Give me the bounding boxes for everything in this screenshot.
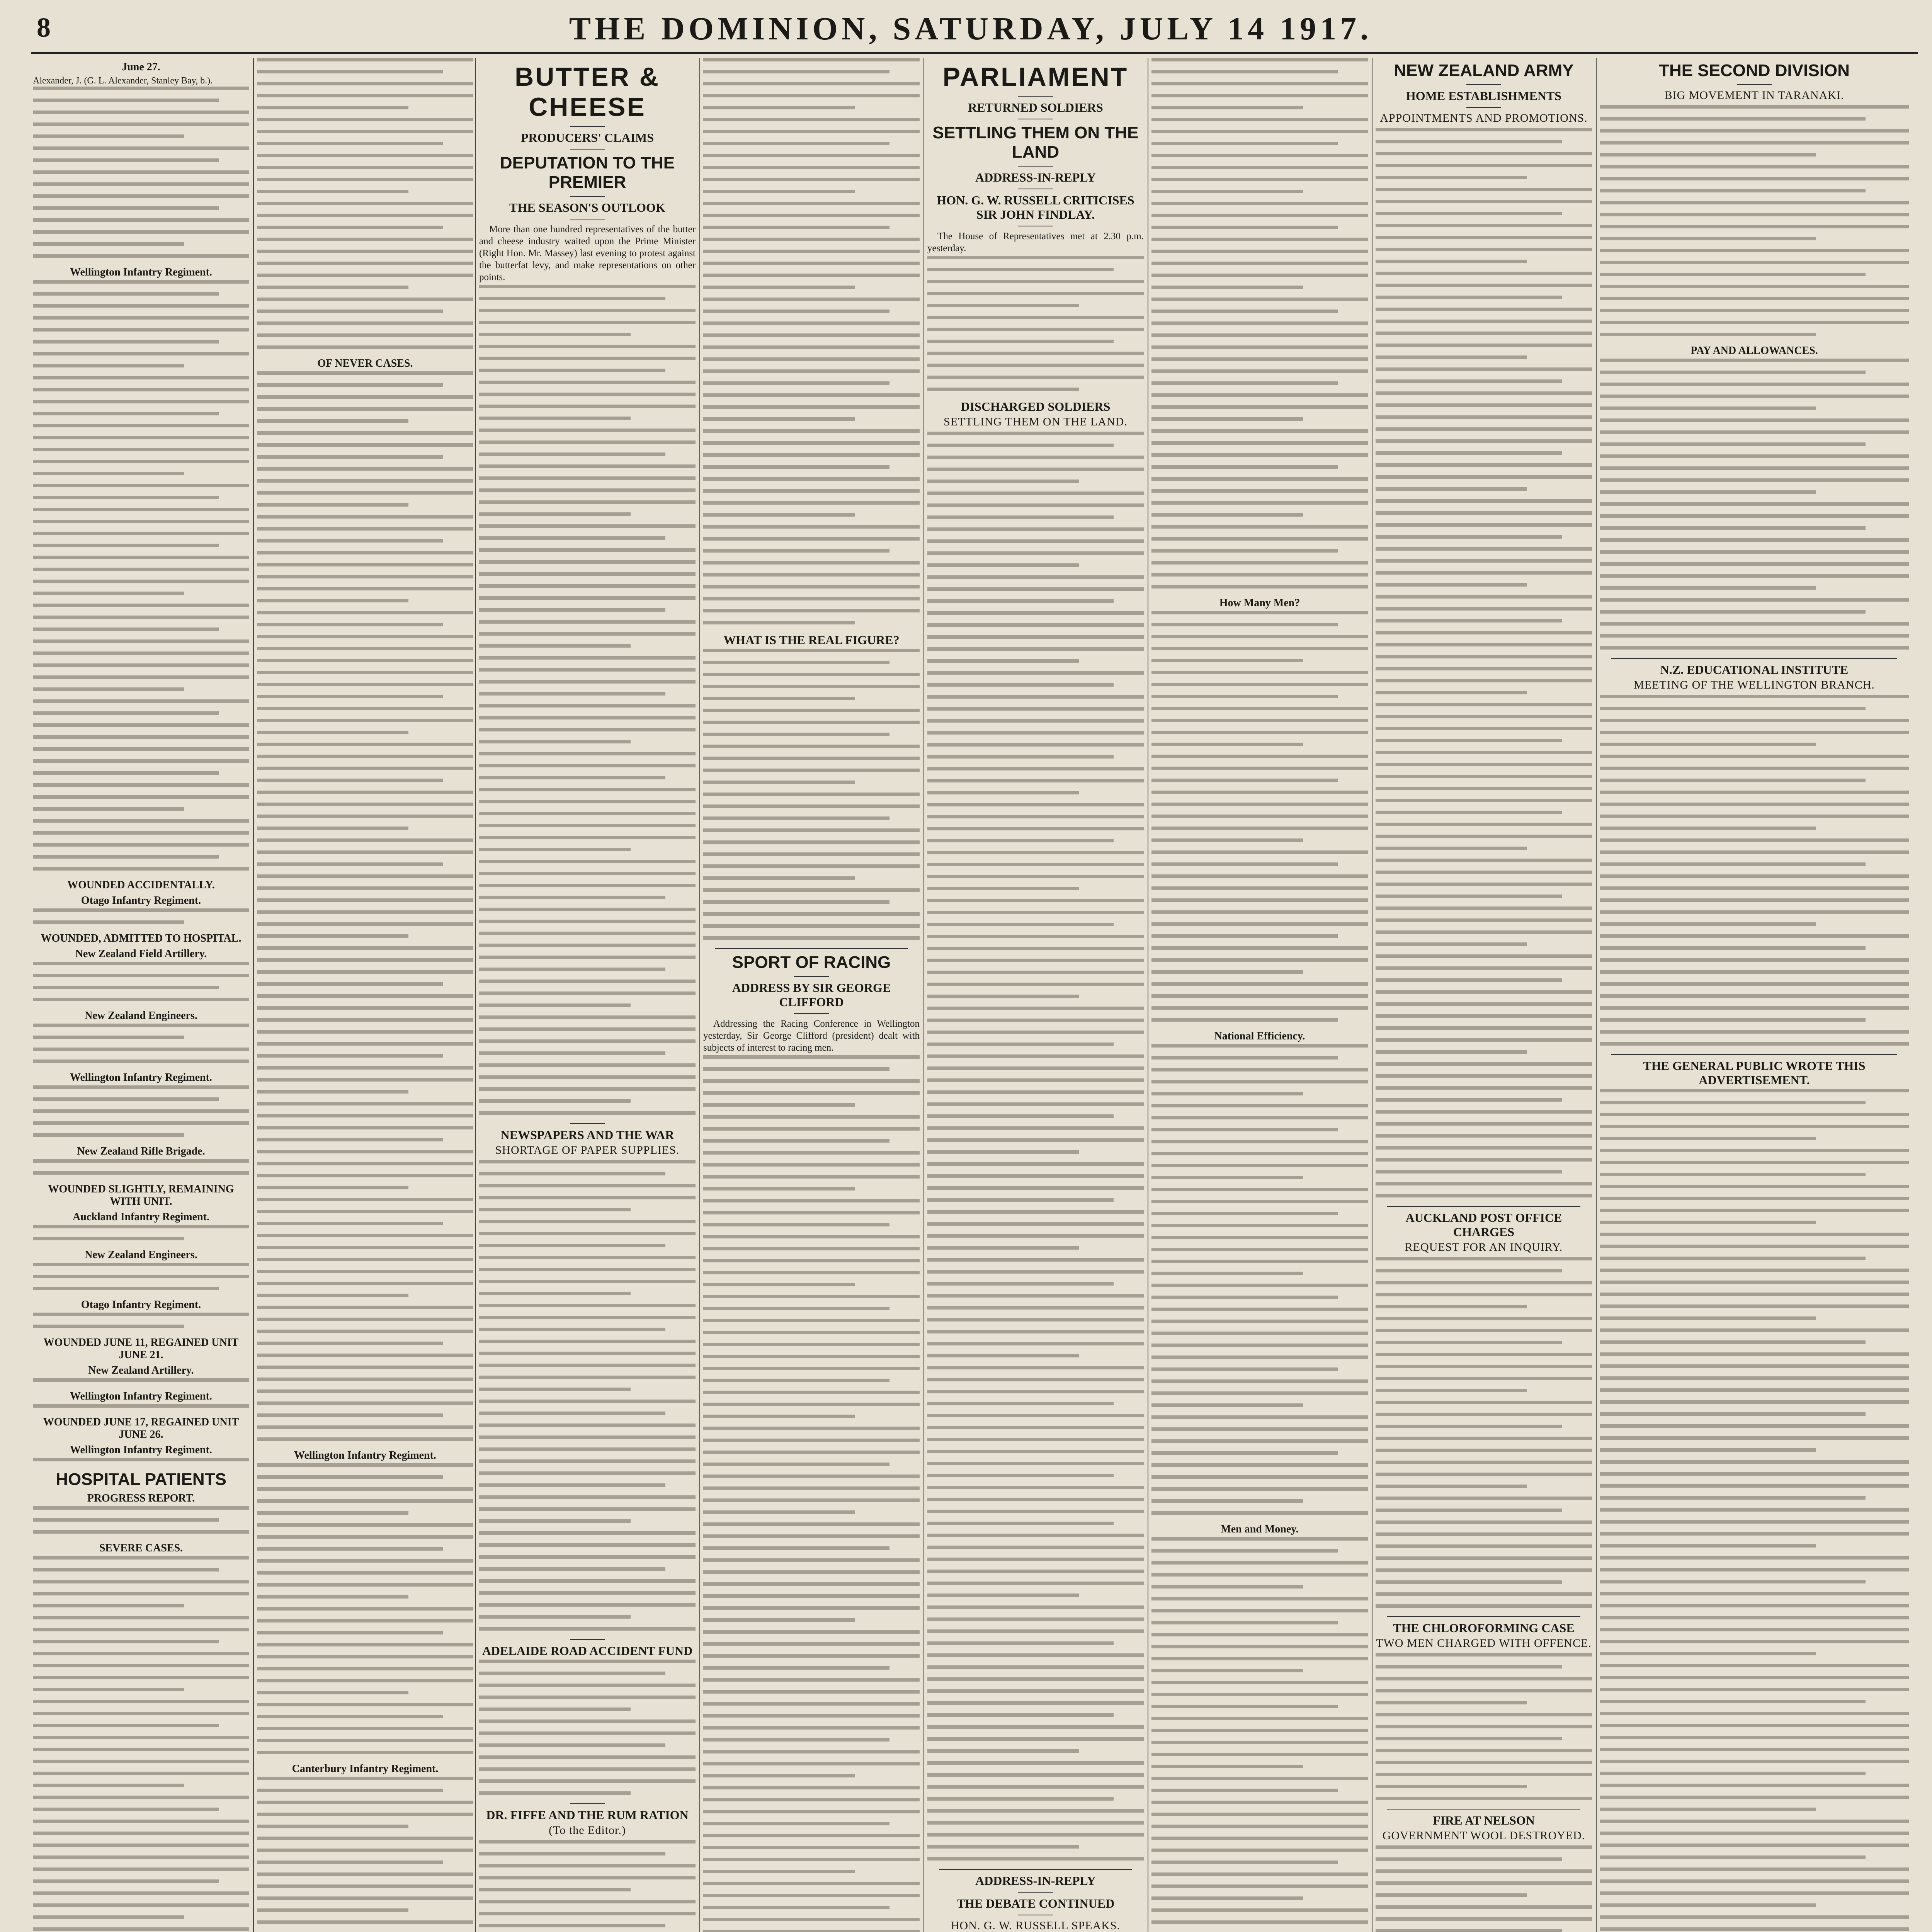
- section-label: New Zealand Engineers.: [85, 1249, 197, 1261]
- casualty-list: [33, 87, 249, 258]
- section-label: Wellington Infantry Regiment.: [70, 266, 212, 278]
- column-3: [479, 58, 696, 1932]
- adelaide-road-headline: ADELAIDE ROAD ACCIDENT FUND: [482, 1644, 693, 1658]
- russell-criticises: HON. G. W. RUSSELL CRITICISES SIR JOHN FINDLAY.: [937, 193, 1134, 221]
- russell-speaks: HON. G. W. RUSSELL SPEAKS.: [951, 1919, 1121, 1932]
- column-7: [1376, 58, 1592, 1932]
- article-lead: More than one hundred representatives of the butter and cheese industry waited upon the Prime Minister (Right Hon. Mr. Massey) last evening to protest against the butterfat levy, and make representations on other points.: [479, 224, 696, 282]
- real-figure-headline: WHAT IS THE REAL FIGURE?: [723, 633, 900, 647]
- section-label: New Zealand Engineers.: [85, 1010, 197, 1022]
- post-office-headline: AUCKLAND POST OFFICE CHARGES: [1405, 1211, 1562, 1239]
- date-line: June 27.: [122, 61, 160, 73]
- section-label: WOUNDED SLIGHTLY, REMAINING WITH UNIT.: [48, 1183, 234, 1208]
- section-label: Wellington Infantry Regiment.: [294, 1449, 436, 1461]
- parliament-lead: The House of Representatives met at 2.30 p.m. yesterday.: [927, 231, 1144, 253]
- section-label: WOUNDED ACCIDENTALLY.: [67, 879, 215, 891]
- section-label: Otago Infantry Regiment.: [81, 1299, 201, 1311]
- section-label: Wellington Infantry Regiment.: [70, 1444, 212, 1456]
- column-4: [703, 58, 920, 1932]
- paper-shortage: SHORTAGE OF PAPER SUPPLIES.: [495, 1144, 680, 1156]
- section-label: New Zealand Artillery.: [88, 1364, 194, 1376]
- settling-land-headline: SETTLING THEM ON THE LAND: [932, 123, 1139, 162]
- to-the-editor: (To the Editor.): [549, 1824, 626, 1837]
- severe-cases: SEVERE CASES.: [99, 1542, 183, 1554]
- section-label: New Zealand Field Artillery.: [75, 948, 207, 960]
- returned-soldiers: RETURNED SOLDIERS: [968, 100, 1103, 114]
- section-label: Wellington Infantry Regiment.: [70, 1071, 212, 1083]
- educational-institute-headline: N.Z. EDUCATIONAL INSTITUTE: [1660, 663, 1849, 677]
- pay-allowances: PAY AND ALLOWANCES.: [1690, 345, 1818, 357]
- butter-cheese-headline: BUTTER & CHEESE: [515, 62, 660, 122]
- section-label: WOUNDED JUNE 17, REGAINED UNIT JUNE 26.: [43, 1416, 239, 1440]
- chloroforming-headline: THE CHLOROFORMING CASE: [1393, 1621, 1575, 1635]
- appointments-promotions: APPOINTMENTS AND PROMOTIONS.: [1380, 112, 1588, 124]
- section-label: OF NEVER CASES.: [317, 357, 413, 369]
- page-title: THE DOMINION, SATURDAY, JULY 14 1917.: [569, 11, 1372, 47]
- second-division-headline: THE SECOND DIVISION: [1659, 61, 1850, 80]
- how-many-men: How Many Men?: [1219, 597, 1300, 609]
- column-8: [1600, 58, 1909, 1932]
- newspapers-war-headline: NEWSPAPERS AND THE WAR: [500, 1128, 674, 1142]
- column-rule: [1596, 58, 1597, 1932]
- section-label: Auckland Infantry Regiment.: [73, 1211, 209, 1223]
- national-efficiency: National Efficiency.: [1214, 1030, 1305, 1042]
- general-public-advert: THE GENERAL PUBLIC WROTE THIS ADVERTISEMENT.: [1643, 1059, 1866, 1087]
- masthead-rule: [31, 52, 1918, 54]
- two-men-charged: TWO MEN CHARGED WITH OFFENCE.: [1376, 1637, 1592, 1650]
- wellington-branch-meeting: MEETING OF THE WELLINGTON BRANCH.: [1634, 679, 1875, 691]
- section-label: Otago Infantry Regiment.: [81, 895, 201, 906]
- column-rule: [923, 58, 924, 1932]
- masthead: [0, 8, 1932, 54]
- column-6: [1151, 58, 1368, 1932]
- debate-continued: THE DEBATE CONTINUED: [956, 1896, 1115, 1910]
- parliament-headline: PARLIAMENT: [942, 62, 1129, 92]
- column-rule: [253, 58, 254, 1932]
- column-1: [33, 58, 249, 1932]
- column-5: [927, 58, 1144, 1932]
- casualty-entry: Alexander, J. (G. L. Alexander, Stanley Bay, b.).: [33, 76, 213, 86]
- fire-nelson-headline: FIRE AT NELSON: [1433, 1813, 1535, 1827]
- section-label: Canterbury Infantry Regiment.: [292, 1763, 439, 1775]
- section-label: Wellington Infantry Regiment.: [70, 1390, 212, 1402]
- progress-report: PROGRESS REPORT.: [87, 1492, 195, 1504]
- inquiry-request: REQUEST FOR AN INQUIRY.: [1405, 1241, 1563, 1253]
- season-outlook: THE SEASON'S OUTLOOK: [509, 201, 665, 214]
- deputation-headline: DEPUTATION TO THE PREMIER: [500, 153, 675, 192]
- address-in-reply-2: ADDRESS-IN-REPLY: [975, 1874, 1096, 1888]
- racing-lead: Addressing the Racing Conference in Wellington yesterday, Sir George Clifford (president) dealt with subjects of interest to racing men.: [703, 1019, 920, 1053]
- column-rule: [475, 58, 476, 1932]
- column-rule: [699, 58, 700, 1932]
- settling-land: SETTLING THEM ON THE LAND.: [944, 415, 1128, 428]
- hospital-patients-heading: HOSPITAL PATIENTS: [56, 1470, 226, 1489]
- sport-racing-headline: SPORT OF RACING: [732, 953, 891, 972]
- page-number: 8: [37, 12, 51, 43]
- wool-destroyed: GOVERNMENT WOOL DESTROYED.: [1382, 1829, 1585, 1842]
- clifford-address: ADDRESS BY SIR GEORGE CLIFFORD: [732, 981, 891, 1009]
- section-label: New Zealand Rifle Brigade.: [77, 1145, 205, 1157]
- men-and-money: Men and Money.: [1221, 1523, 1299, 1535]
- taranaki-movement: BIG MOVEMENT IN TARANAKI.: [1664, 89, 1844, 102]
- rum-ration-headline: DR. FIFFE AND THE RUM RATION: [486, 1808, 689, 1822]
- producers-claims: PRODUCERS' CLAIMS: [520, 131, 654, 145]
- home-establishments: HOME ESTABLISHMENTS: [1406, 89, 1562, 103]
- nz-army-headline: NEW ZEALAND ARMY: [1394, 61, 1574, 80]
- column-2: [257, 58, 473, 1932]
- section-label: WOUNDED JUNE 11, REGAINED UNIT JUNE 21.: [43, 1337, 239, 1361]
- discharged-soldiers: DISCHARGED SOLDIERS: [961, 400, 1111, 413]
- section-label: WOUNDED, ADMITTED TO HOSPITAL.: [41, 932, 242, 944]
- address-in-reply: ADDRESS-IN-REPLY: [975, 170, 1096, 184]
